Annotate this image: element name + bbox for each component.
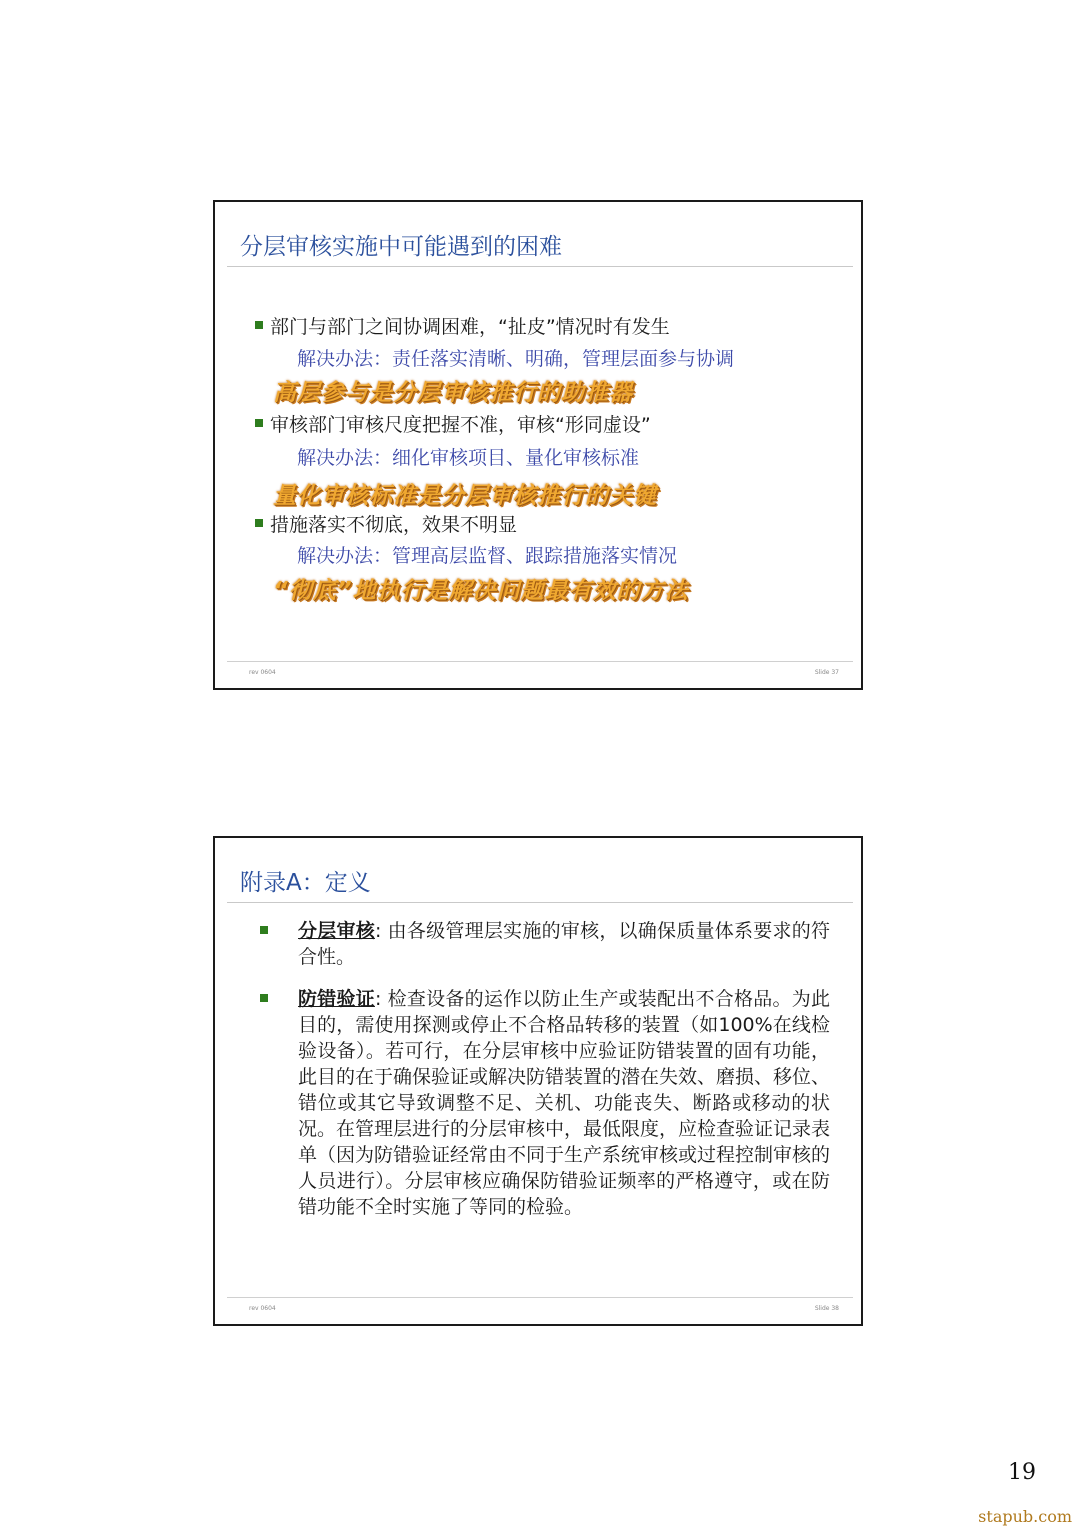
problem-item <box>255 410 651 437</box>
slide-37 <box>213 200 863 690</box>
definition-text <box>298 918 830 970</box>
definition-text <box>298 986 830 1220</box>
bullet-square-icon <box>255 519 263 527</box>
bullet-square-icon <box>255 321 263 329</box>
solution-text: 解决办法：责任落实清晰、明确，管理层面参与协调 <box>297 348 735 370</box>
title-divider <box>227 266 853 267</box>
slide-number: Slide 37 <box>814 669 839 676</box>
bullet-square-icon <box>260 926 268 934</box>
definition-body: : 由各级管理层实施的审核，以确保质量体系要求的符合性。 <box>298 920 830 968</box>
slide-revision: rev 0604 <box>249 1305 276 1312</box>
solution-text: 解决办法：细化审核项目、量化审核标准 <box>297 447 640 469</box>
highlight-callout: “彻底”地执行是解决问题最有效的方法 <box>273 578 689 604</box>
slide-number: Slide 38 <box>814 1305 839 1312</box>
definition-term: 分层审核 <box>298 920 375 942</box>
highlight-callout: 高层参与是分层审核推行的助推器 <box>273 380 633 406</box>
definition-item <box>260 918 830 970</box>
problem-item <box>255 510 517 537</box>
highlight-callout: 量化审核标准是分层审核推行的关键 <box>273 483 657 509</box>
slide-38 <box>213 836 863 1326</box>
title-divider <box>227 902 853 903</box>
bullet-square-icon <box>260 994 268 1002</box>
definition-body: : 检查设备的运作以防止生产或装配出不合格品。为此目的，需使用探测或停止不合格品转移的装置（如100%在线检验设备）。若可行，在分层审核中应验证防错装置的固有功能，此目的在于确保验证或解决防错装置的潜在失效、磨损、移位、错位或其它导致调整不足、关机、功能丧失、断路或移动的状况。在管理层进行的分层审核中，最低限度，应检查验证记录表单（因为防错验证经常由不同于生产系统审核或过程控制审核的人员进行）。分层审核应确保防错验证频率的严格遵守，或在防错功能不全时实施了等同的检验。 <box>298 988 831 1218</box>
slide-title: 分层审核实施中可能遇到的困难 <box>240 234 562 260</box>
slide-title: 附录A：定义 <box>240 870 371 896</box>
definition-item <box>260 986 830 1220</box>
footer-divider <box>227 1297 853 1298</box>
problem-item <box>255 312 670 339</box>
bullet-square-icon <box>255 419 263 427</box>
solution-text: 解决办法：管理高层监督、跟踪措施落实情况 <box>297 545 678 567</box>
slide-revision: rev 0604 <box>249 669 276 676</box>
footer-divider <box>227 661 853 662</box>
watermark: stapub.com <box>978 1507 1072 1526</box>
problem-text: 措施落实不彻底，效果不明显 <box>270 514 518 536</box>
problem-text: 部门与部门之间协调困难，“扯皮”情况时有发生 <box>270 316 670 338</box>
problem-text: 审核部门审核尺度把握不准，审核“形同虚设” <box>270 414 651 436</box>
definition-term: 防错验证 <box>298 988 375 1010</box>
page-number: 19 <box>1008 1460 1036 1485</box>
